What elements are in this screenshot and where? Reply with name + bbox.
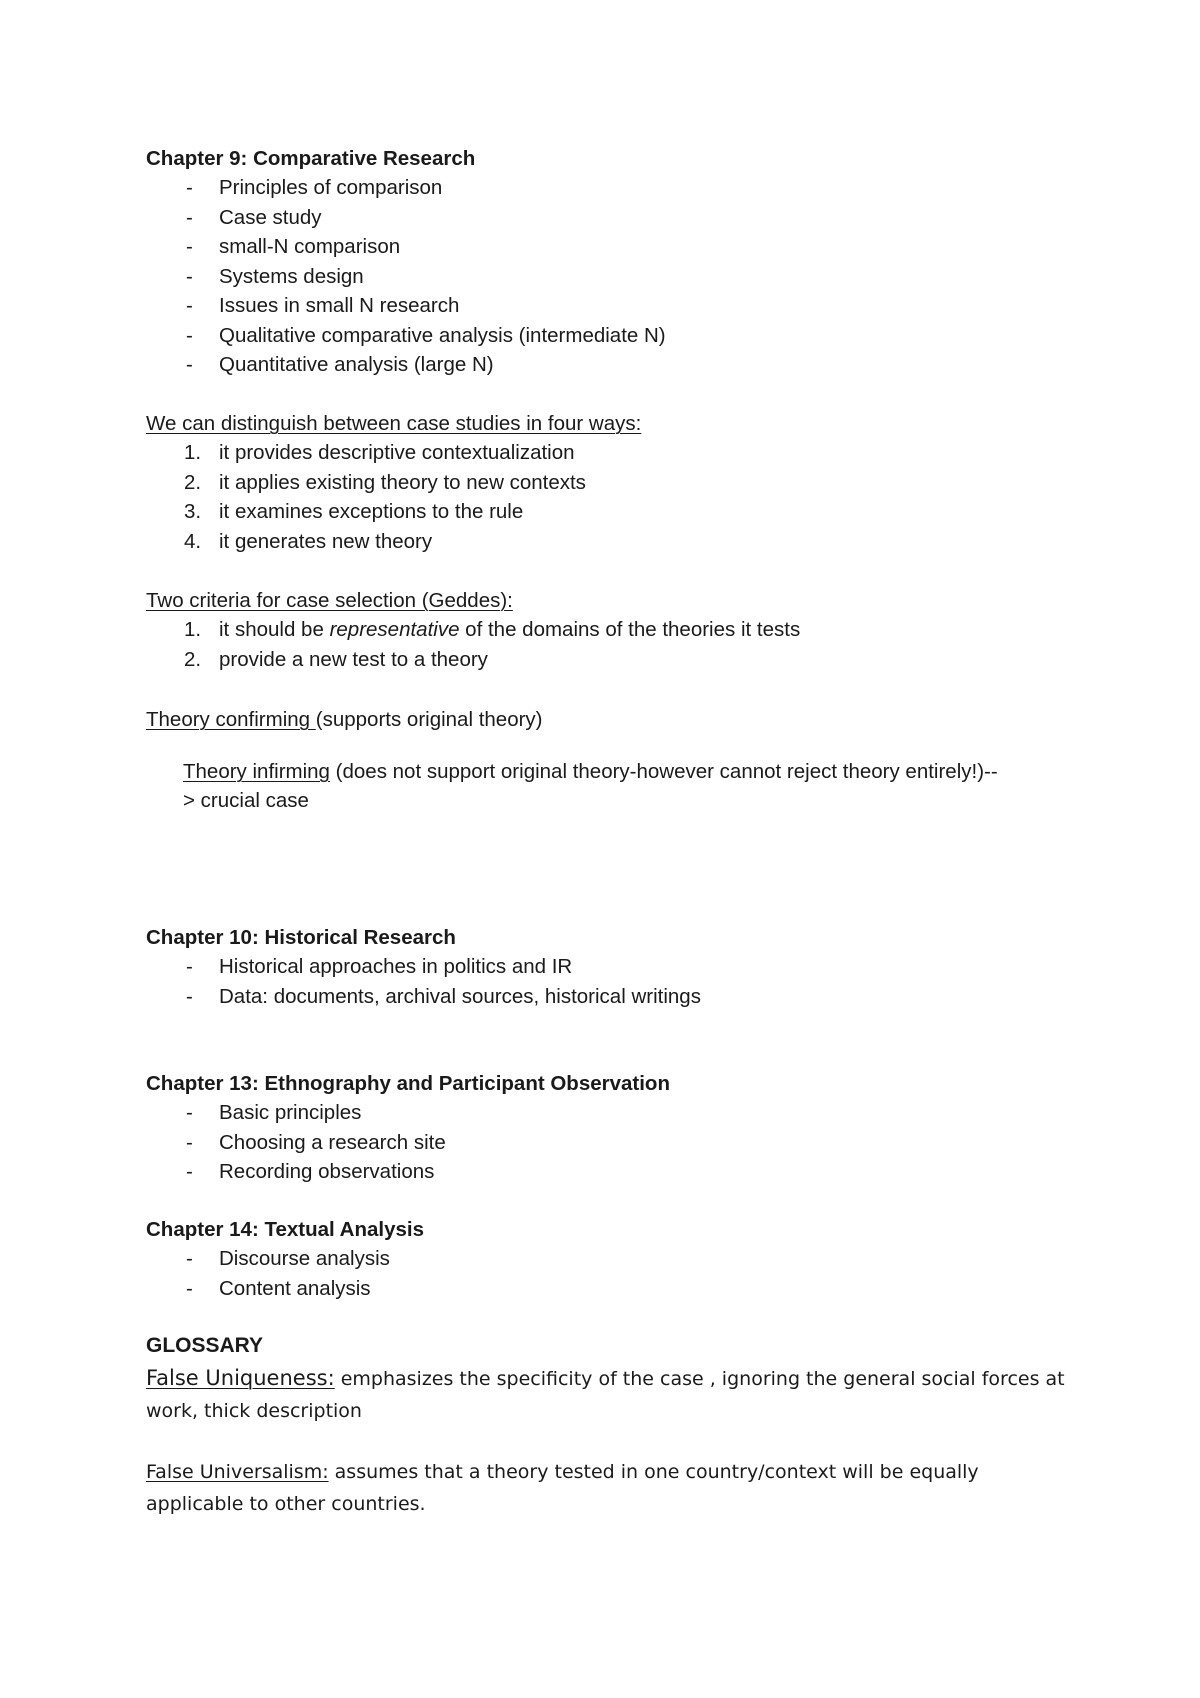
case-study-ways-section [146, 409, 1106, 556]
list-item: 1. it provides descriptive contextualization [184, 441, 575, 464]
chapter-9-topic-list [146, 173, 1106, 380]
chapter-10-topic-list [146, 952, 1106, 1011]
case-study-ways-heading: We can distinguish between case studies in four ways: [146, 412, 642, 435]
list-item: 3. it examines exceptions to the rule [184, 500, 524, 523]
theory-confirming [146, 705, 1106, 734]
chapter-10-section [146, 923, 1106, 1011]
list-item: - Choosing a research site [186, 1130, 446, 1154]
chapter-10-title: Chapter 10: Historical Research [146, 926, 456, 949]
list-item: - Historical approaches in politics and IR [186, 955, 573, 978]
list-item: 1. it should be representative of the domains of the theories it tests [184, 618, 801, 641]
list-item: - Systems design [186, 264, 364, 288]
list-item: - Recording observations [186, 1160, 435, 1183]
list-item: - Discourse analysis [186, 1247, 390, 1270]
list-item: - small-N comparison [186, 235, 401, 258]
chapter-14-topic-list [146, 1244, 1106, 1303]
list-item: 2. it applies existing theory to new contexts [184, 470, 586, 494]
glossary-false-uniqueness [146, 1362, 1076, 1427]
theory-infirming-def: (does not support original theory-however cannot reject theory entirely!)--> crucial case [183, 760, 998, 812]
case-selection-list [146, 615, 1106, 674]
chapter-13-title: Chapter 13: Ethnography and Participant Observation [146, 1072, 670, 1095]
glossary-section [146, 1331, 1106, 1360]
list-item: - Quantitative analysis (large N) [186, 353, 494, 376]
false-uniqueness-def: emphasizes the specificity of the case , ignoring the general social forces at work, thick description [146, 1368, 1065, 1422]
false-universalism-term: False Universalism: [146, 1461, 329, 1483]
false-uniqueness-term: False Uniqueness: [146, 1366, 335, 1390]
theory-confirming-def: (supports original theory) [315, 708, 543, 731]
chapter-13-topic-list [146, 1098, 1106, 1187]
theory-infirming [146, 757, 1006, 815]
list-item: - Basic principles [186, 1101, 362, 1124]
chapter-13-section [146, 1069, 1106, 1187]
theory-infirming-term: Theory infirming [183, 760, 330, 783]
chapter-9-section [146, 144, 1106, 380]
chapter-14-section [146, 1215, 1106, 1303]
chapter-14-title: Chapter 14: Textual Analysis [146, 1218, 424, 1241]
case-selection-heading: Two criteria for case selection (Geddes): [146, 589, 513, 612]
theory-confirming-term: Theory confirming [146, 708, 316, 731]
chapter-9-title: Chapter 9: Comparative Research [146, 147, 476, 170]
list-item: - Issues in small N research [186, 294, 460, 317]
case-study-ways-list [146, 438, 1106, 556]
list-item: - Data: documents, archival sources, historical writings [186, 984, 701, 1008]
list-item: - Content analysis [186, 1276, 371, 1300]
list-item: - Qualitative comparative analysis (intermediate N) [186, 323, 666, 347]
glossary-title: GLOSSARY [146, 1334, 264, 1357]
list-item: - Principles of comparison [186, 176, 443, 199]
glossary-false-universalism [146, 1456, 1076, 1520]
list-item: 4. it generates new theory [184, 529, 433, 553]
list-item: - Case study [186, 205, 322, 229]
false-universalism-def: assumes that a theory tested in one country/context will be equally applicable to other countries. [146, 1461, 979, 1515]
list-item: 2. provide a new test to a theory [184, 647, 488, 671]
case-selection-section [146, 586, 1106, 674]
